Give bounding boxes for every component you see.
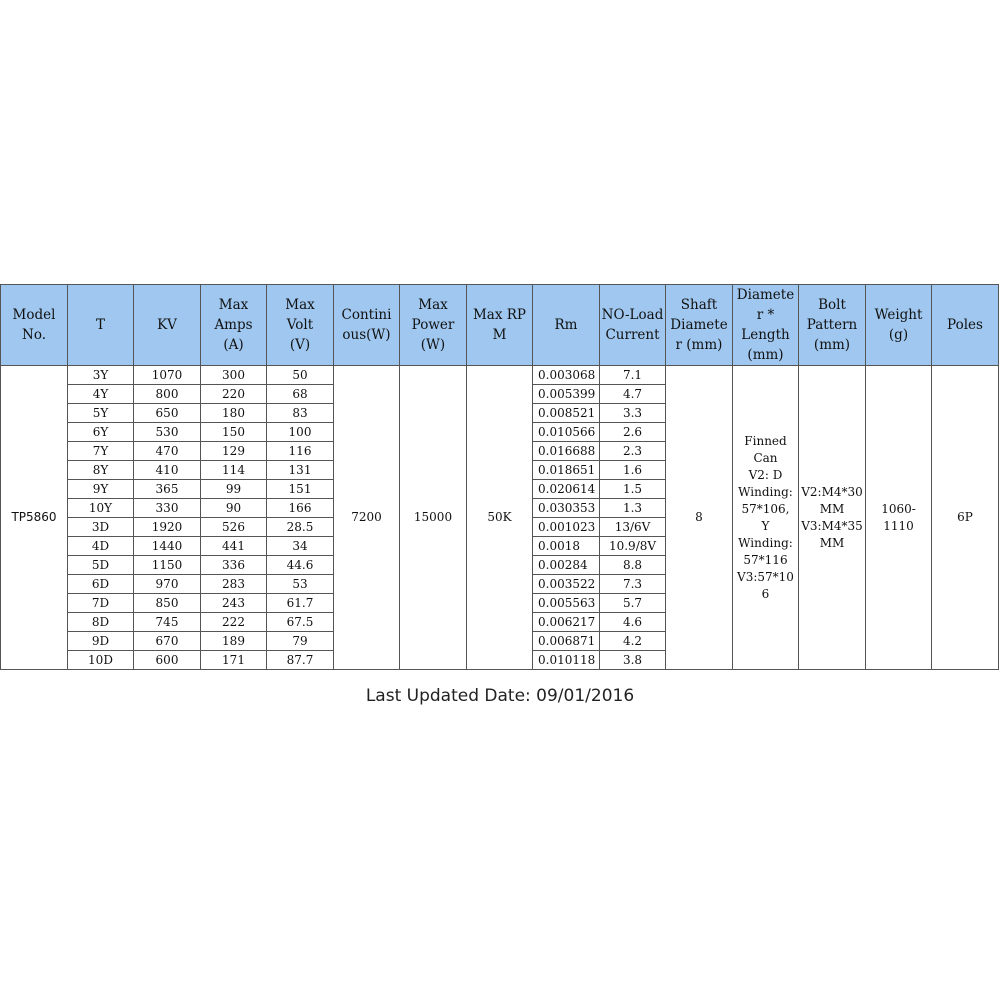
kv-cell: 850 xyxy=(134,594,201,613)
rm-cell: 0.003068 xyxy=(533,366,600,385)
no-load-current-cell: 4.6 xyxy=(600,613,666,632)
rm-cell: 0.018651 xyxy=(533,461,600,480)
max-volt-cell: 87.7 xyxy=(267,651,334,670)
max-volt-cell: 50 xyxy=(267,366,334,385)
max-volt-cell: 151 xyxy=(267,480,334,499)
no-load-current-cell: 1.3 xyxy=(600,499,666,518)
max-volt-cell: 116 xyxy=(267,442,334,461)
max-amps-cell: 150 xyxy=(201,423,267,442)
header-continuous: Contini ous(W) xyxy=(334,285,400,366)
poles-cell: 6P xyxy=(932,366,999,670)
rm-cell: 0.010566 xyxy=(533,423,600,442)
kv-cell: 1070 xyxy=(134,366,201,385)
header-model-no: Model No. xyxy=(1,285,68,366)
header-max-power: Max Power (W) xyxy=(400,285,467,366)
max-volt-cell: 28.5 xyxy=(267,518,334,537)
header-max-rpm: Max RPM xyxy=(467,285,533,366)
no-load-current-cell: 3.3 xyxy=(600,404,666,423)
max-amps-cell: 180 xyxy=(201,404,267,423)
header-row xyxy=(1,285,999,366)
max-amps-cell: 99 xyxy=(201,480,267,499)
kv-cell: 800 xyxy=(134,385,201,404)
no-load-current-cell: 1.6 xyxy=(600,461,666,480)
shaft-diameter-cell: 8 xyxy=(666,366,733,670)
kv-cell: 650 xyxy=(134,404,201,423)
no-load-current-cell: 5.7 xyxy=(600,594,666,613)
kv-cell: 1920 xyxy=(134,518,201,537)
max-amps-cell: 220 xyxy=(201,385,267,404)
no-load-current-cell: 10.9/8V xyxy=(600,537,666,556)
header-max-amps: Max Amps (A) xyxy=(201,285,267,366)
turns-cell: 6D xyxy=(68,575,134,594)
no-load-current-cell: 4.7 xyxy=(600,385,666,404)
max-volt-cell: 131 xyxy=(267,461,334,480)
motor-spec-table xyxy=(0,284,999,670)
kv-cell: 970 xyxy=(134,575,201,594)
max-amps-cell: 283 xyxy=(201,575,267,594)
kv-cell: 470 xyxy=(134,442,201,461)
rm-cell: 0.006871 xyxy=(533,632,600,651)
turns-cell: 3D xyxy=(68,518,134,537)
continuous-cell: 7200 xyxy=(334,366,400,670)
rm-cell: 0.005563 xyxy=(533,594,600,613)
max-volt-cell: 166 xyxy=(267,499,334,518)
max-volt-cell: 83 xyxy=(267,404,334,423)
rm-cell: 0.0018 xyxy=(533,537,600,556)
header-shaft-diameter: Shaft Diamete r (mm) xyxy=(666,285,733,366)
kv-cell: 530 xyxy=(134,423,201,442)
rm-cell: 0.020614 xyxy=(533,480,600,499)
max-rpm-cell: 50K xyxy=(467,366,533,670)
no-load-current-cell: 2.6 xyxy=(600,423,666,442)
model-no-cell: TP5860 xyxy=(1,366,68,670)
kv-cell: 745 xyxy=(134,613,201,632)
turns-cell: 9D xyxy=(68,632,134,651)
header-poles: Poles xyxy=(932,285,999,366)
no-load-current-cell: 3.8 xyxy=(600,651,666,670)
last-updated-date: Last Updated Date: 09/01/2016 xyxy=(365,686,635,706)
kv-cell: 365 xyxy=(134,480,201,499)
rm-cell: 0.00284 xyxy=(533,556,600,575)
header-t: T xyxy=(68,285,134,366)
rm-cell: 0.030353 xyxy=(533,499,600,518)
turns-cell: 6Y xyxy=(68,423,134,442)
kv-cell: 1150 xyxy=(134,556,201,575)
no-load-current-cell: 7.3 xyxy=(600,575,666,594)
kv-cell: 600 xyxy=(134,651,201,670)
rm-cell: 0.006217 xyxy=(533,613,600,632)
no-load-current-cell: 2.3 xyxy=(600,442,666,461)
rm-cell: 0.010118 xyxy=(533,651,600,670)
max-volt-cell: 100 xyxy=(267,423,334,442)
no-load-current-cell: 7.1 xyxy=(600,366,666,385)
header-bolt-pattern: Bolt Pattern (mm) xyxy=(799,285,866,366)
turns-cell: 4D xyxy=(68,537,134,556)
no-load-current-cell: 8.8 xyxy=(600,556,666,575)
max-volt-cell: 68 xyxy=(267,385,334,404)
max-volt-cell: 61.7 xyxy=(267,594,334,613)
no-load-current-cell: 13/6V xyxy=(600,518,666,537)
header-max-volt: Max Volt (V) xyxy=(267,285,334,366)
turns-cell: 8D xyxy=(68,613,134,632)
kv-cell: 670 xyxy=(134,632,201,651)
max-amps-cell: 336 xyxy=(201,556,267,575)
max-amps-cell: 441 xyxy=(201,537,267,556)
turns-cell: 7Y xyxy=(68,442,134,461)
turns-cell: 9Y xyxy=(68,480,134,499)
table-row xyxy=(1,366,999,385)
max-volt-cell: 44.6 xyxy=(267,556,334,575)
max-amps-cell: 171 xyxy=(201,651,267,670)
kv-cell: 410 xyxy=(134,461,201,480)
header-no-load-current: NO-Load Current xyxy=(600,285,666,366)
turns-cell: 10D xyxy=(68,651,134,670)
weight-cell: 1060- 1110 xyxy=(866,366,932,670)
max-volt-cell: 67.5 xyxy=(267,613,334,632)
header-rm: Rm xyxy=(533,285,600,366)
rm-cell: 0.005399 xyxy=(533,385,600,404)
rm-cell: 0.003522 xyxy=(533,575,600,594)
turns-cell: 7D xyxy=(68,594,134,613)
bolt-pattern-cell: V2:M4*30 MM V3:M4*35 MM xyxy=(799,366,866,670)
kv-cell: 330 xyxy=(134,499,201,518)
max-volt-cell: 79 xyxy=(267,632,334,651)
max-power-cell: 15000 xyxy=(400,366,467,670)
rm-cell: 0.008521 xyxy=(533,404,600,423)
max-amps-cell: 129 xyxy=(201,442,267,461)
turns-cell: 10Y xyxy=(68,499,134,518)
rm-cell: 0.001023 xyxy=(533,518,600,537)
turns-cell: 5Y xyxy=(68,404,134,423)
turns-cell: 8Y xyxy=(68,461,134,480)
max-volt-cell: 53 xyxy=(267,575,334,594)
max-amps-cell: 114 xyxy=(201,461,267,480)
max-volt-cell: 34 xyxy=(267,537,334,556)
max-amps-cell: 90 xyxy=(201,499,267,518)
max-amps-cell: 189 xyxy=(201,632,267,651)
turns-cell: 4Y xyxy=(68,385,134,404)
kv-cell: 1440 xyxy=(134,537,201,556)
turns-cell: 5D xyxy=(68,556,134,575)
rm-cell: 0.016688 xyxy=(533,442,600,461)
max-amps-cell: 300 xyxy=(201,366,267,385)
max-amps-cell: 526 xyxy=(201,518,267,537)
max-amps-cell: 222 xyxy=(201,613,267,632)
no-load-current-cell: 1.5 xyxy=(600,480,666,499)
diameter-length-cell: Finned Can V2: D Winding: 57*106, Y Winding: 57*116 V3:57*10 6 xyxy=(733,366,799,670)
table-body xyxy=(1,366,999,670)
header-kv: KV xyxy=(134,285,201,366)
max-amps-cell: 243 xyxy=(201,594,267,613)
header-weight: Weight (g) xyxy=(866,285,932,366)
turns-cell: 3Y xyxy=(68,366,134,385)
header-diameter-length: Diamete r * Length (mm) xyxy=(733,285,799,366)
no-load-current-cell: 4.2 xyxy=(600,632,666,651)
